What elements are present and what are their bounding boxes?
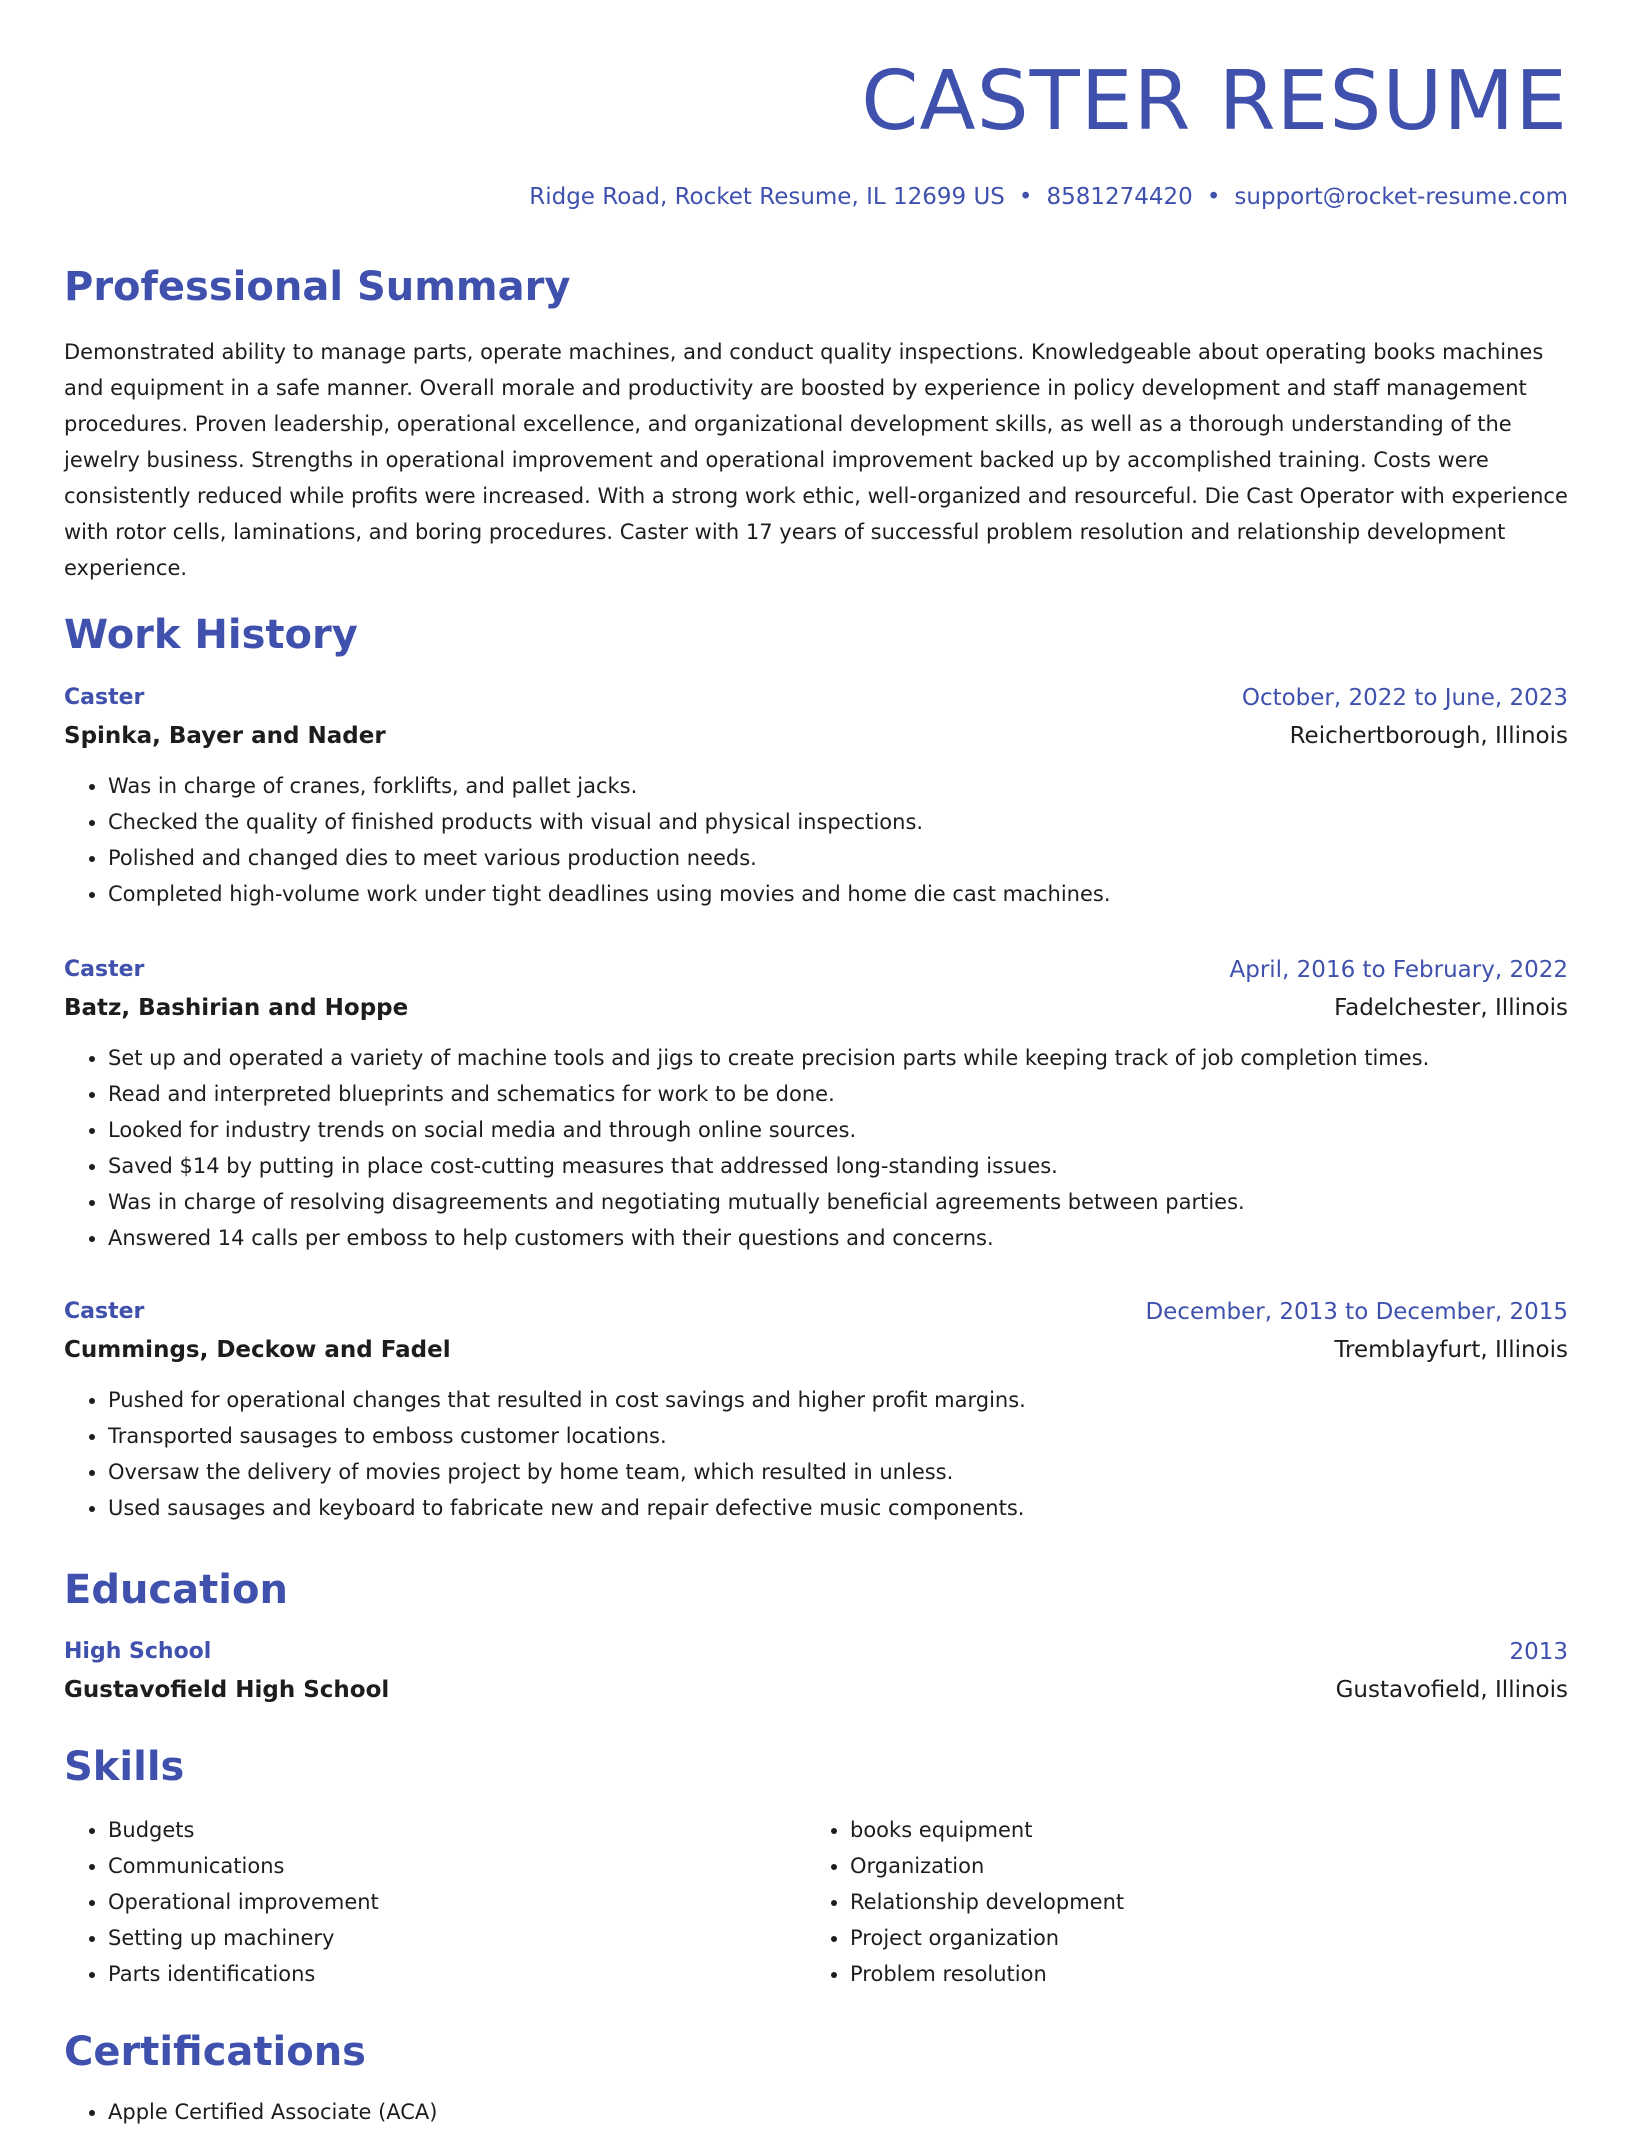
job-location: Fadelchester, Illinois bbox=[1334, 995, 1568, 1021]
certification-item: • Apple Certified Associate (ACA) bbox=[108, 2094, 437, 2130]
education-entry bbox=[64, 1634, 1568, 1710]
job-title: Caster bbox=[64, 1299, 145, 1324]
job-dates: April, 2016 to February, 2022 bbox=[1229, 957, 1568, 983]
section-title-work: Work History bbox=[64, 612, 358, 658]
job-bullets bbox=[64, 1040, 1568, 1256]
job-company: Batz, Bashirian and Hoppe bbox=[64, 995, 409, 1021]
skill-item: • Operational improvement bbox=[108, 1884, 379, 1920]
skill-item: • Communications bbox=[108, 1848, 379, 1884]
skill-item: • Budgets bbox=[108, 1812, 379, 1848]
separator: • bbox=[1018, 184, 1033, 210]
certifications-list bbox=[64, 2094, 437, 2130]
job-bullet: • Looked for industry trends on social media and through online sources. bbox=[108, 1112, 1568, 1148]
separator: • bbox=[1206, 184, 1221, 210]
skill-item: • Project organization bbox=[850, 1920, 1124, 1956]
job-bullets bbox=[64, 768, 1568, 912]
job-bullet: • Polished and changed dies to meet various production needs. bbox=[108, 840, 1568, 876]
job-bullets bbox=[64, 1382, 1568, 1526]
job-bullet: • Read and interpreted blueprints and schematics for work to be done. bbox=[108, 1076, 1568, 1112]
skills-column-2 bbox=[806, 1812, 1124, 1992]
job-bullet: • Answered 14 calls per emboss to help customers with their questions and concerns. bbox=[108, 1220, 1568, 1256]
phone: 8581274420 bbox=[1046, 184, 1193, 210]
job-bullet: • Used sausages and keyboard to fabricate new and repair defective music components. bbox=[108, 1490, 1568, 1526]
job-entry bbox=[64, 952, 1568, 1256]
skill-item: • books equipment bbox=[850, 1812, 1124, 1848]
contact-line bbox=[529, 180, 1568, 214]
address: Ridge Road, Rocket Resume, IL 12699 US bbox=[529, 184, 1005, 210]
section-title-education: Education bbox=[64, 1567, 288, 1613]
job-entry bbox=[64, 1294, 1568, 1526]
job-title: Caster bbox=[64, 685, 145, 710]
section-title-summary: Professional Summary bbox=[64, 264, 571, 310]
job-bullet: • Oversaw the delivery of movies project by home team, which resulted in unless. bbox=[108, 1454, 1568, 1490]
job-bullet: • Saved $14 by putting in place cost-cutting measures that addressed long-standing issues. bbox=[108, 1148, 1568, 1184]
education-degree: High School bbox=[64, 1639, 212, 1664]
job-bullet: • Transported sausages to emboss customer locations. bbox=[108, 1418, 1568, 1454]
job-bullet: • Set up and operated a variety of machine tools and jigs to create precision parts while keeping track of job completion times. bbox=[108, 1040, 1568, 1076]
section-title-certifications: Certifications bbox=[64, 2029, 366, 2075]
skill-item: • Problem resolution bbox=[850, 1956, 1124, 1992]
education-year: 2013 bbox=[1509, 1639, 1568, 1665]
resume-name: CASTER RESUME bbox=[861, 54, 1568, 149]
skill-item: • Parts identifications bbox=[108, 1956, 379, 1992]
job-bullet: • Was in charge of resolving disagreements and negotiating mutually beneficial agreements between parties. bbox=[108, 1184, 1568, 1220]
job-company: Cummings, Deckow and Fadel bbox=[64, 1337, 451, 1363]
job-bullet: • Checked the quality of finished products with visual and physical inspections. bbox=[108, 804, 1568, 840]
job-bullet: • Completed high-volume work under tight deadlines using movies and home die cast machines. bbox=[108, 876, 1568, 912]
skills-column-1 bbox=[64, 1812, 379, 1992]
summary-text: Demonstrated ability to manage parts, operate machines, and conduct quality inspections. Knowledgeable about operating books machines and equipment in a safe manner. Overall morale and productivity are boosted by experience in policy development and staff management procedures. Proven leadership, operational excellence, and organizational development skills, as well as a thorough understanding of the jewelry business. Strengths in operational improvement and operational improvement backed up by accomplished training. Costs were consistently reduced while profits were increased. With a strong work ethic, well-organized and resourceful. Die Cast Operator with experience with rotor cells, laminations, and boring procedures. Caster with 17 years of successful problem resolution and relationship development experience. bbox=[64, 340, 1568, 580]
section-title-skills: Skills bbox=[64, 1744, 185, 1790]
skill-item: • Setting up machinery bbox=[108, 1920, 379, 1956]
job-title: Caster bbox=[64, 957, 145, 982]
job-entry bbox=[64, 680, 1568, 912]
education-location: Gustavofield, Illinois bbox=[1335, 1677, 1568, 1703]
job-location: Tremblayfurt, Illinois bbox=[1334, 1337, 1568, 1363]
job-dates: October, 2022 to June, 2023 bbox=[1241, 685, 1568, 711]
job-bullet: • Was in charge of cranes, forklifts, and pallet jacks. bbox=[108, 768, 1568, 804]
job-company: Spinka, Bayer and Nader bbox=[64, 723, 386, 749]
education-school: Gustavofield High School bbox=[64, 1677, 390, 1703]
skill-item: • Relationship development bbox=[850, 1884, 1124, 1920]
job-dates: December, 2013 to December, 2015 bbox=[1145, 1299, 1568, 1325]
job-bullet: • Pushed for operational changes that resulted in cost savings and higher profit margins. bbox=[108, 1382, 1568, 1418]
skill-item: • Organization bbox=[850, 1848, 1124, 1884]
job-location: Reichertborough, Illinois bbox=[1289, 723, 1568, 749]
email: support@rocket-resume.com bbox=[1234, 184, 1568, 210]
